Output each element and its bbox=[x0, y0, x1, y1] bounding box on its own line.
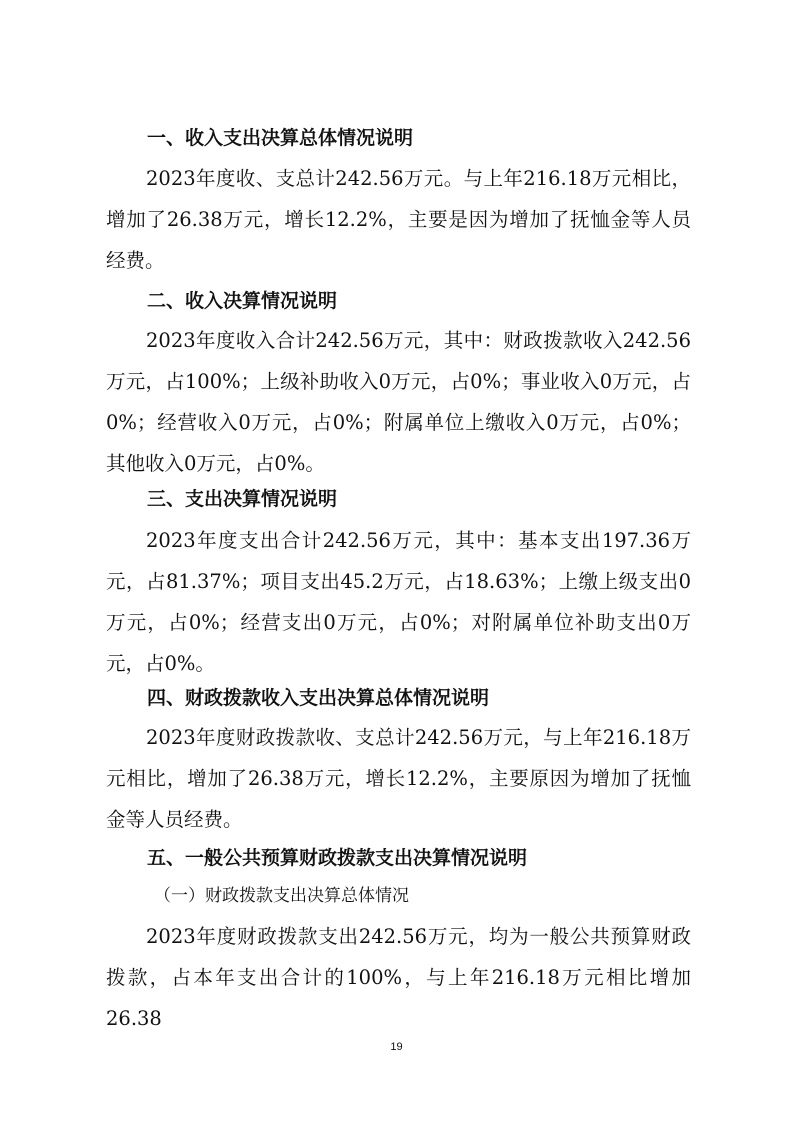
section-5-subheading: （一）财政拨款支出决算总体情况 bbox=[154, 886, 409, 906]
section-2-heading: 二、收入决算情况说明 bbox=[147, 290, 338, 312]
page-number: 19 bbox=[390, 1041, 403, 1053]
section-3-paragraph-text: 2023年度支出合计242.56万元，其中：基本支出197.36万元，占81.37%；项目支出45.2万元，占18.63%；上缴上级支出0万元，占0%；经营支出0万元，占0%；对附属单位补助支出0万元，占0%。 bbox=[106, 529, 691, 675]
section-1-paragraph-text: 2023年度收、支总计242.56万元。与上年216.18万元相比，增加了26.38万元，增长12.2%，主要是因为增加了抚恤金等人员经费。 bbox=[106, 167, 691, 272]
section-5-paragraph-text: 2023年度财政拨款支出242.56万元，均为一般公共预算财政拨款，占本年支出合计的100%，与上年216.18万元相比增加26.38 bbox=[106, 925, 691, 1030]
section-2-paragraph bbox=[106, 320, 691, 484]
section-1-heading: 一、收入支出决算总体情况说明 bbox=[147, 127, 414, 149]
section-1-paragraph bbox=[106, 158, 691, 281]
section-5-heading: 五、一般公共预算财政拨款支出决算情况说明 bbox=[147, 847, 528, 869]
section-4-paragraph-text: 2023年度财政拨款收、支总计242.56万元，与上年216.18万元相比，增加了26.38万元，增长12.2%，主要原因为增加了抚恤金等人员经费。 bbox=[106, 726, 691, 831]
section-2-paragraph-text: 2023年度收入合计242.56万元，其中：财政拨款收入242.56万元，占100%；上级补助收入0万元，占0%；事业收入0万元，占0%；经营收入0万元，占0%；附属单位上缴收入0万元，占0%；其他收入0万元，占0%。 bbox=[106, 329, 691, 475]
section-4-paragraph bbox=[106, 717, 691, 840]
section-3-heading: 三、支出决算情况说明 bbox=[147, 488, 338, 510]
section-5-paragraph bbox=[106, 916, 691, 1039]
section-3-paragraph bbox=[106, 520, 691, 684]
section-4-heading: 四、财政拨款收入支出决算总体情况说明 bbox=[147, 687, 490, 709]
